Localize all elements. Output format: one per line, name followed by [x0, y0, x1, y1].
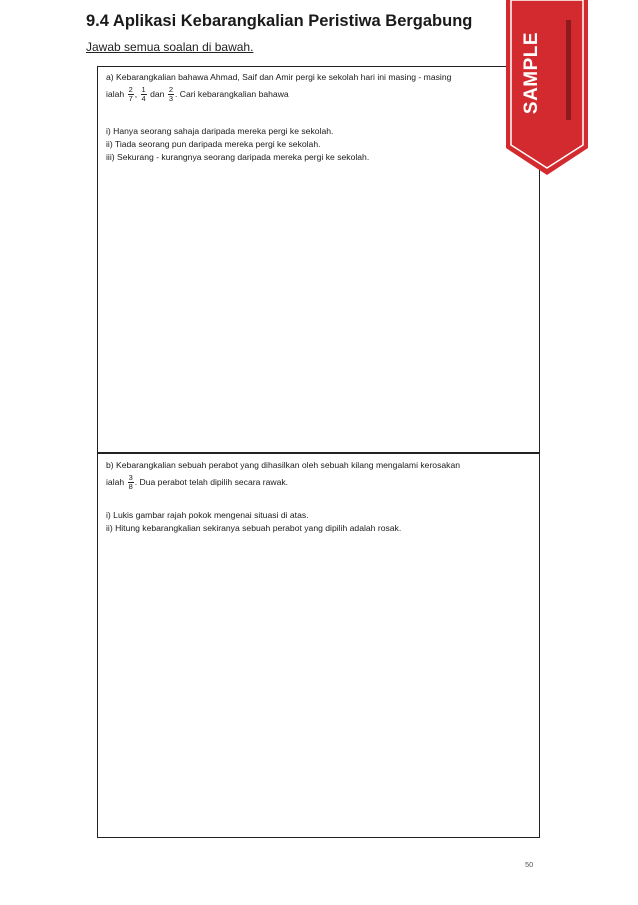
fraction-denominator: 4: [141, 94, 146, 103]
fraction-numerator: 1: [141, 85, 146, 94]
page-title: 9.4 Aplikasi Kebarangkalian Peristiwa Bergabung: [86, 12, 473, 30]
question-b-intro: b) Kebarangkalian sebuah perabot yang dihasilkan oleh sebuah kilang mengalami kerosakan: [106, 460, 461, 470]
question-b-lead: ialah: [106, 476, 125, 487]
question-b-fraction-line: [106, 474, 288, 491]
instruction-text: Jawab semua soalan di bawah.: [86, 40, 254, 54]
fraction-denominator: 7: [128, 94, 133, 103]
question-b-tail: . Dua perabot telah dipilih secara rawak.: [134, 476, 289, 487]
question-a-item-3: iii) Sekurang - kurangnya seorang daripada mereka pergi ke sekolah.: [106, 152, 370, 162]
sample-watermark-text: SAMPLE: [521, 31, 542, 115]
question-a-item-1: i) Hanya seorang sahaja daripada mereka pergi ke sekolah.: [106, 126, 334, 136]
fraction-numerator: 2: [128, 85, 133, 94]
question-a-box: [97, 66, 540, 454]
fraction-amir: [168, 86, 174, 103]
fraction-damage: [128, 474, 134, 491]
question-a-item-2: ii) Tiada seorang pun daripada mereka pergi ke sekolah.: [106, 139, 321, 149]
conjunction-text: dan: [150, 88, 165, 99]
ribbon-stripe: [566, 20, 571, 120]
question-b-item-1: i) Lukis gambar rajah pokok mengenai situasi di atas.: [106, 510, 309, 520]
question-a-lead: ialah: [106, 88, 125, 99]
question-b-item-2: ii) Hitung kebarangkalian sekiranya sebuah perabot yang dipilih adalah rosak.: [106, 523, 402, 533]
fraction-saif: [141, 86, 147, 103]
fraction-numerator: 2: [168, 85, 173, 94]
question-a-fraction-line: [106, 86, 289, 103]
sample-ribbon-watermark: [506, 0, 588, 175]
question-b-box: [97, 452, 540, 838]
question-a-tail: . Cari kebarangkalian bahawa: [174, 88, 289, 99]
question-a-intro: a) Kebarangkalian bahawa Ahmad, Saif dan Amir pergi ke sekolah hari ini masing - masing: [106, 72, 452, 82]
fraction-denominator: 3: [168, 94, 173, 103]
fraction-ahmad: [128, 86, 134, 103]
fraction-numerator: 3: [128, 473, 133, 482]
page-number: 50: [525, 860, 534, 869]
ribbon-shape: [506, 0, 588, 175]
fraction-denominator: 8: [128, 482, 133, 491]
fraction-separator: ,: [134, 88, 138, 99]
